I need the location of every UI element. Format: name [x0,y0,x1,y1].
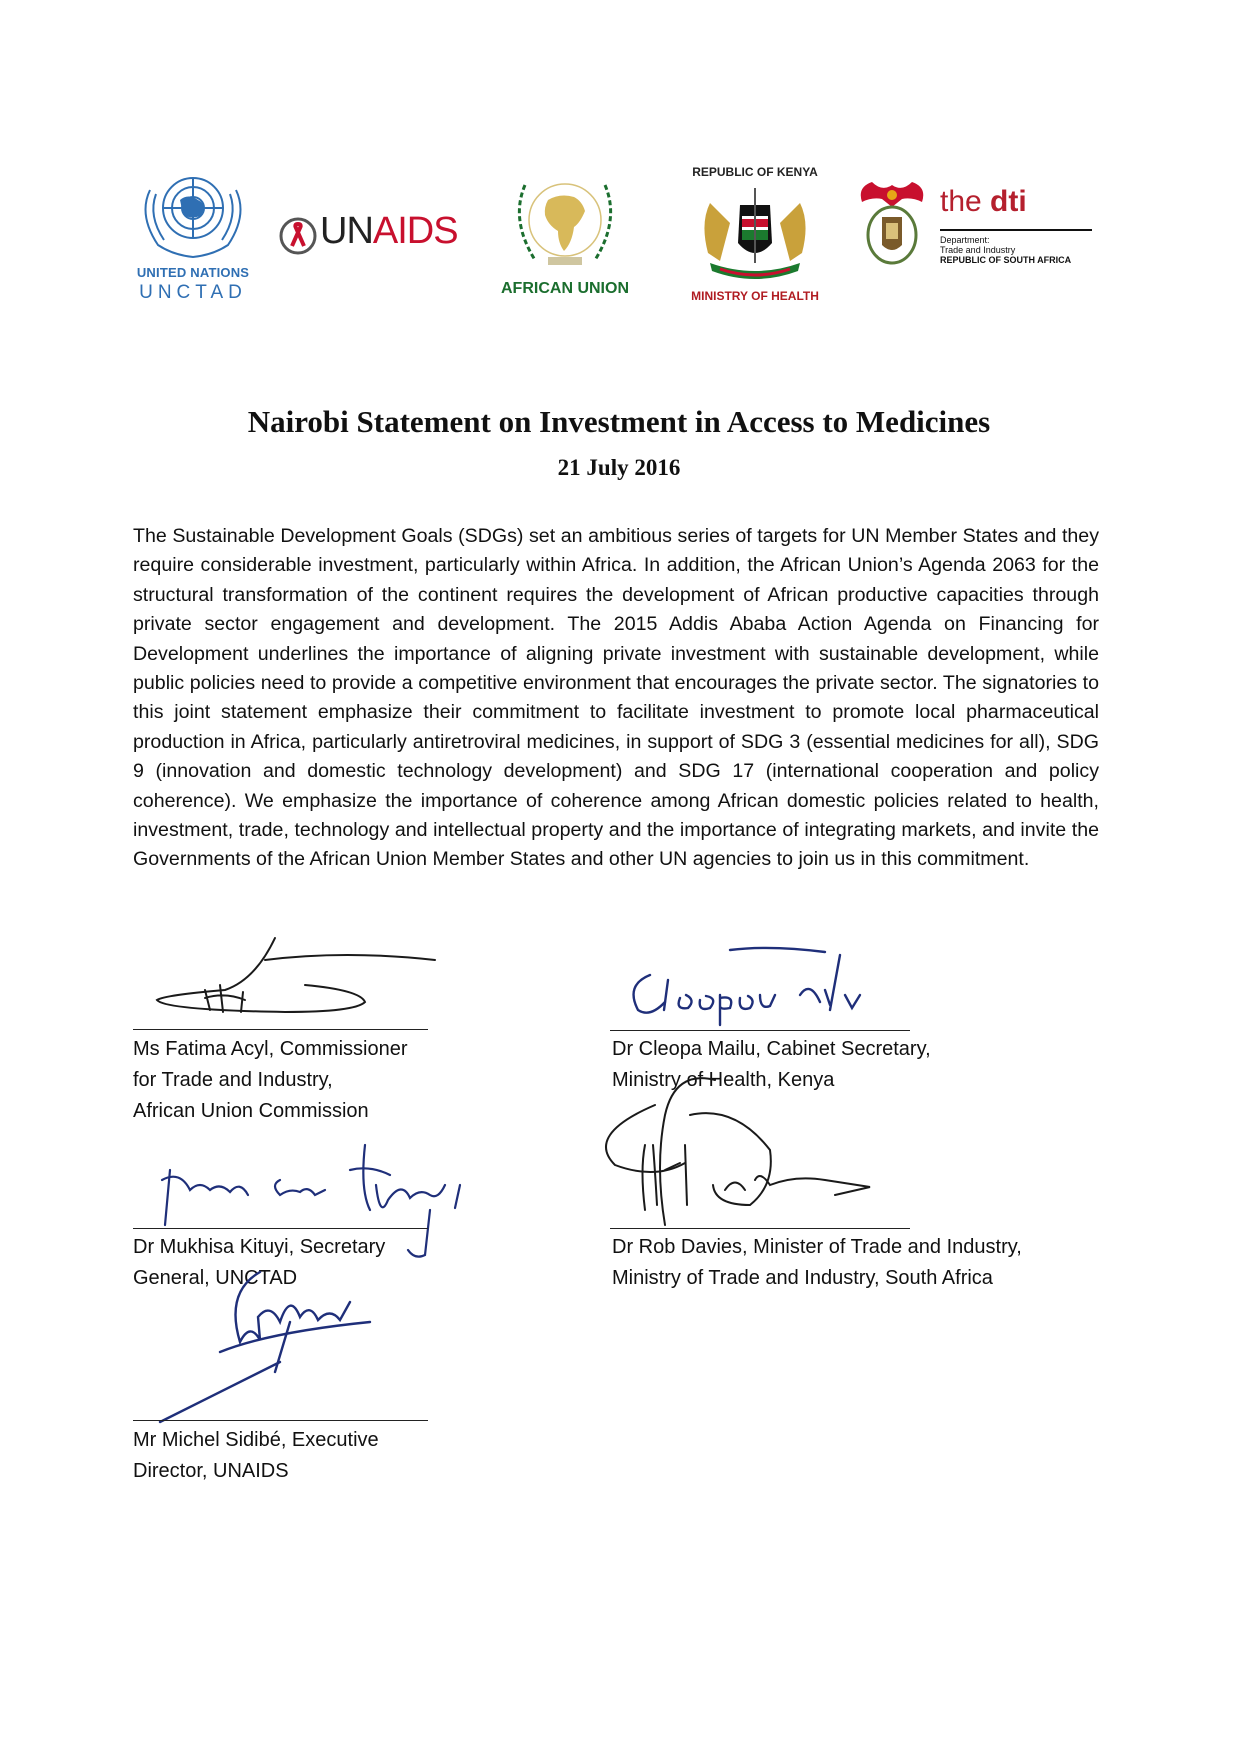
africa-emblem-icon [490,165,640,275]
african-union-logo [490,165,640,305]
mailu-title-line1: Dr Cleopa Mailu, Cabinet Secretary, [612,1038,931,1060]
dti-wordmark [940,185,1027,219]
unaids-prefix: UN [320,210,373,252]
dti-sub-department: Department: [940,235,990,245]
dti-divider [940,229,1092,231]
mailu-signature [620,940,920,1040]
sidibe-name [133,1425,379,1487]
dti-sub-country: REPUBLIC OF SOUTH AFRICA [940,255,1072,265]
kituyi-signature-line [133,1228,428,1229]
mailu-title-line2: Ministry of Health, Kenya [612,1069,835,1091]
dti-subtitle [940,235,1071,265]
south-africa-coat-of-arms-icon [852,177,932,267]
unaids-wordmark [320,210,458,253]
kenya-coat-of-arms-icon [680,183,830,287]
african-union-name: AFRICAN UNION [501,280,629,297]
dti-wordmark-light: the [940,185,991,218]
unctad-name: UNCTAD [139,282,247,303]
sidibe-signature [140,1262,400,1422]
un-name: UNITED NATIONS [136,265,250,280]
kenya-ministry-label: MINISTRY OF HEALTH [691,289,819,303]
sidibe-signature-line [133,1420,428,1421]
document-title: Nairobi Statement on Investment in Access to Medicines [247,404,991,439]
dti-wordmark-bold: dti [990,185,1027,218]
document-date: 21 July 2016 [557,455,681,480]
davies-title-line2: Ministry of Trade and Industry, South Africa [612,1267,993,1289]
acyl-signature [145,930,445,1020]
davies-name [612,1232,1022,1294]
davies-signature-line [610,1228,910,1229]
unaids-logo [278,210,478,260]
unaids-suffix: AIDS [372,210,458,252]
un-emblem-icon [128,160,258,265]
kituyi-title-line1: Dr Mukhisa Kituyi, Secretary [133,1236,386,1258]
acyl-title-line2: for Trade and Industry, [133,1069,333,1091]
dti-sub-trade: Trade and Industry [940,245,1016,255]
dti-logo [852,185,1092,295]
sidibe-title-line1: Mr Michel Sidibé, Executive [133,1429,379,1451]
sidibe-title-line2: Director, UNAIDS [133,1460,289,1482]
ribbon-icon [278,216,318,256]
kenya-moh-logo [680,165,830,305]
kenya-republic-label: REPUBLIC OF KENYA [692,165,818,179]
mailu-signature-line [610,1030,910,1031]
davies-title-line1: Dr Rob Davies, Minister of Trade and Industry, [612,1236,1022,1258]
acyl-title-line1: Ms Fatima Acyl, Commissioner [133,1038,408,1060]
acyl-signature-line [133,1029,428,1030]
acyl-name [133,1034,408,1127]
acyl-title-line3: African Union Commission [133,1100,369,1122]
kituyi-title-line2: General, UNCTAD [133,1267,298,1289]
unctad-logo [128,160,258,310]
statement-body: The Sustainable Development Goals (SDGs) set an ambitious series of targets for UN Member States and they require considerable investment, particularly within Africa. In addition, the African Union’s Agenda 2063 for the structural transformation of the continent requires the development of African productive capacities through private sector engagement and development. The 2015 Addis Ababa Action Agenda on Financing for Development underlines the importance of aligning private investment with sustainable development, while public policies need to provide a competitive environment that encourages the private sector. The signatories to this joint statement emphasize their commitment to facilitate investment to promote local pharmaceutical production in Africa, particularly antiretroviral medicines, in support of SDG 3 (essential medicines for all), SDG 9 (innovation and domestic technology development) and SDG 17 (international cooperation and policy coherence). We emphasize the importance of coherence among African domestic policies related to health, investment, trade, technology and intellectual property and the importance of integrating markets, and invite the Governments of the African Union Member States and other UN agencies to join us in this commitment. [133,525,1099,871]
